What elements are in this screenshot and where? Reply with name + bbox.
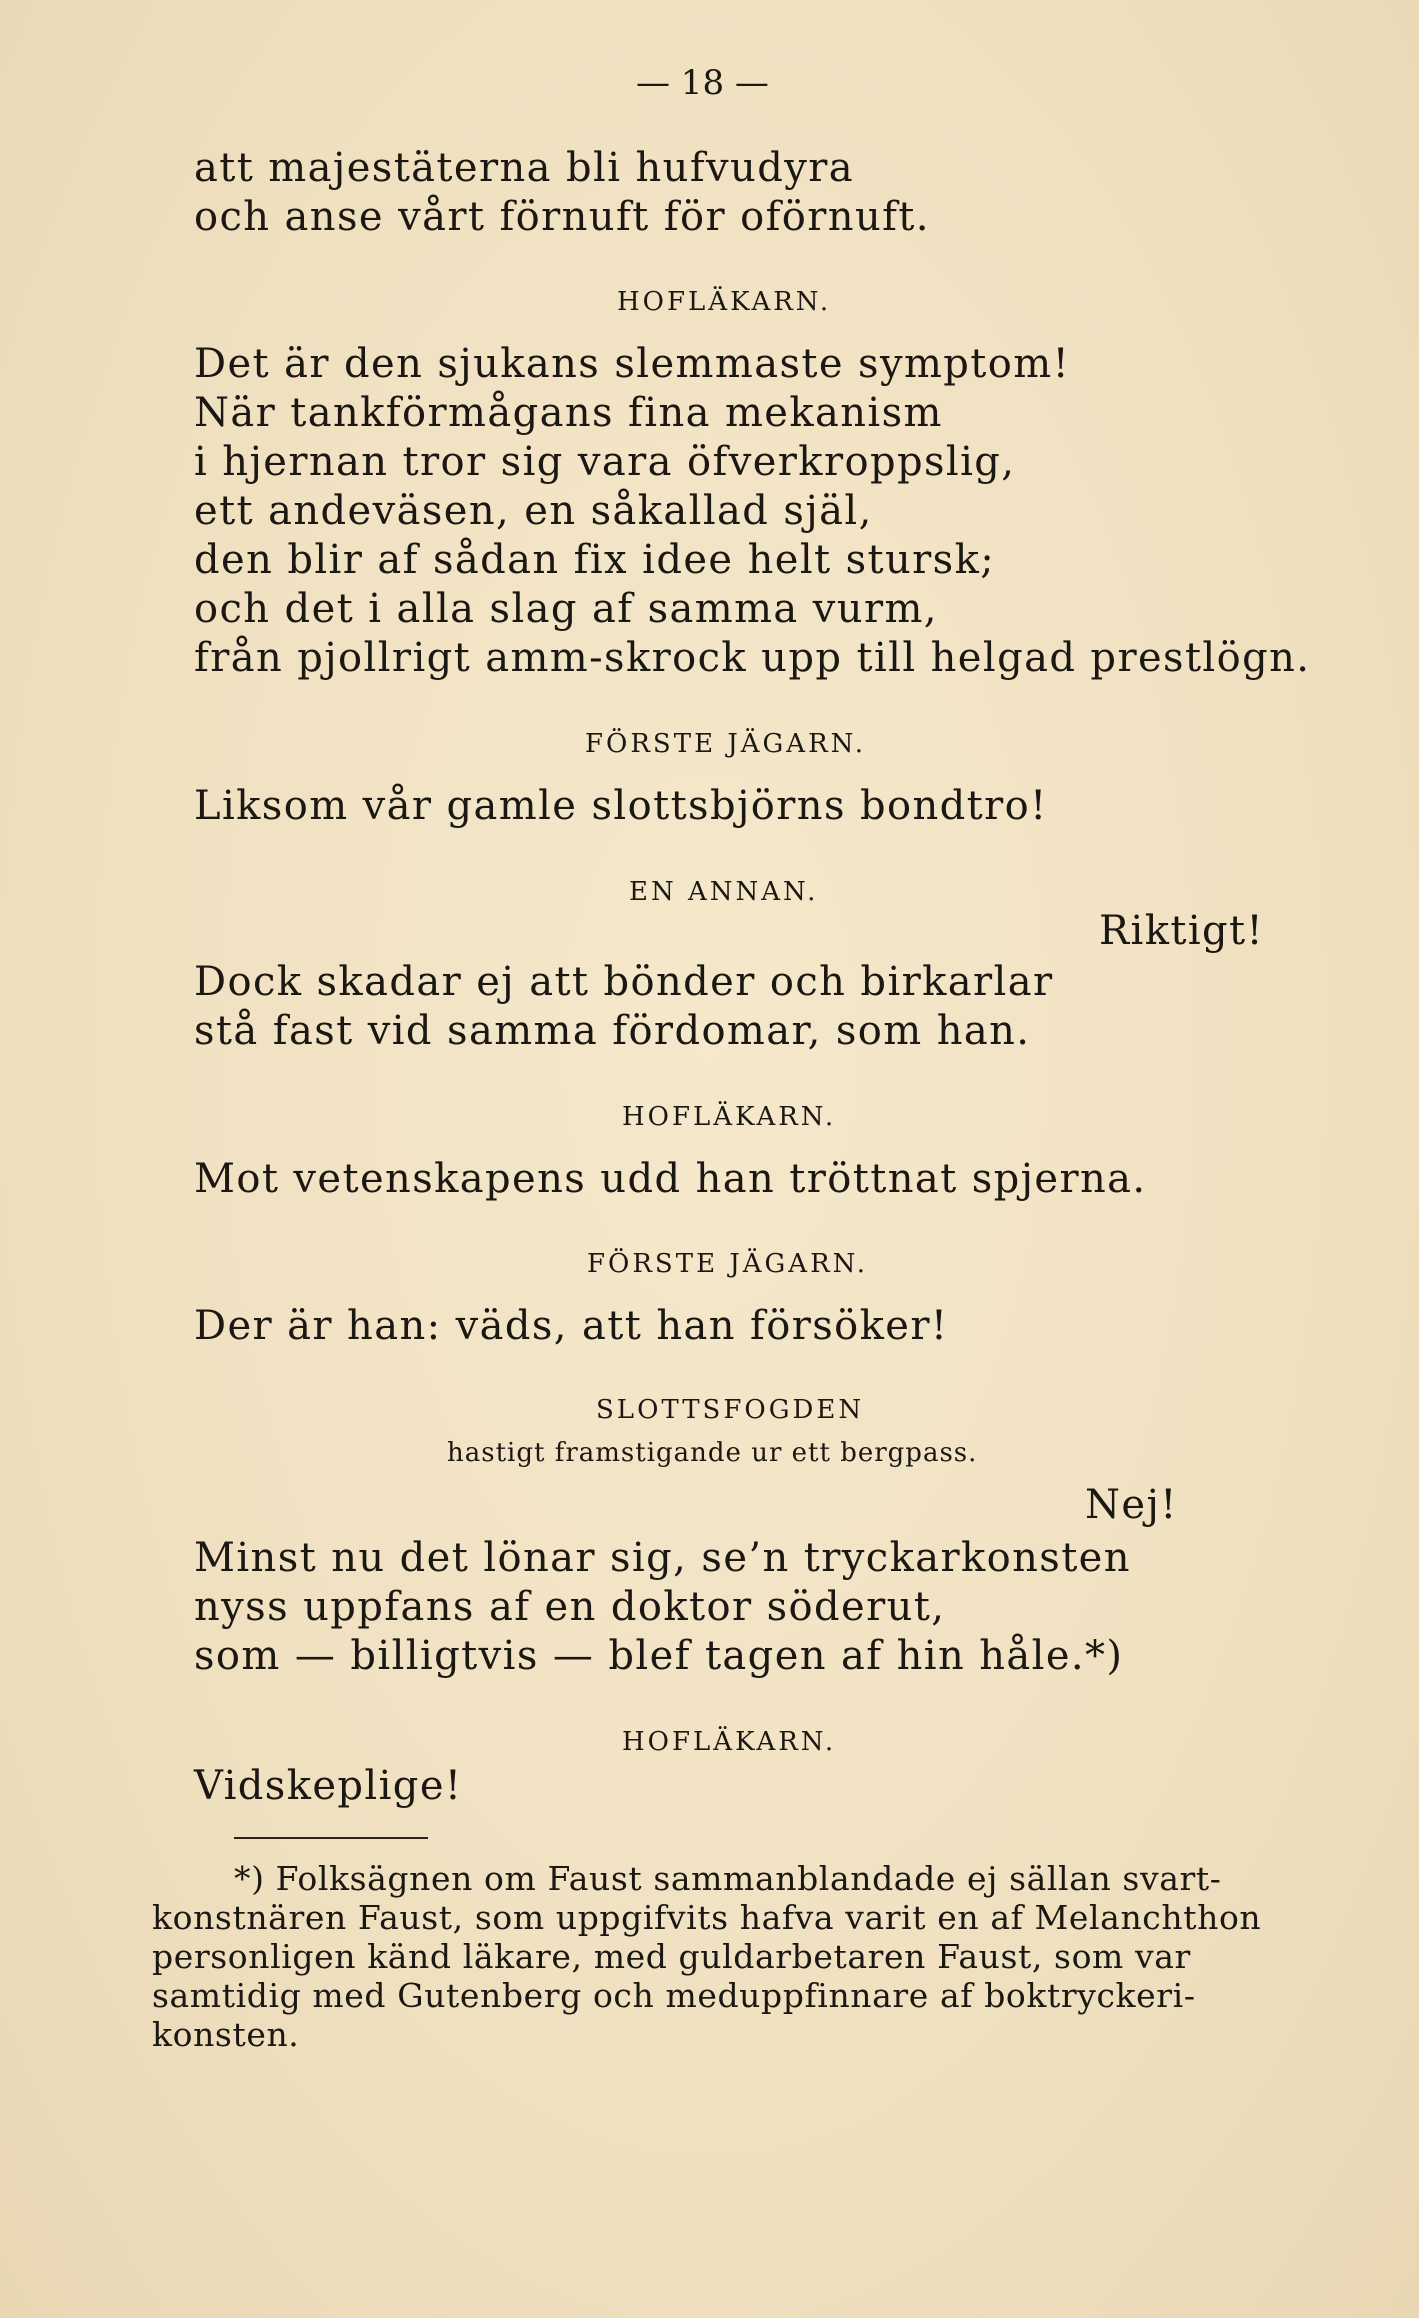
footnote-line: konsten. xyxy=(152,2015,300,2054)
speaker-name: HOFLÄKARN. xyxy=(622,1102,837,1132)
speaker-name: FÖRSTE JÄGARN. xyxy=(587,1249,869,1279)
verse-line: När tankförmågans fina mekanism xyxy=(194,390,943,436)
verse-line: Liksom vår gamle slottsbjörns bondtro! xyxy=(194,783,1048,829)
verse-line: från pjollrigt amm-skrock upp till helgad prestlögn. xyxy=(194,635,1311,681)
verse-line: och det i alla slag af samma vurm, xyxy=(194,586,938,632)
footnote-line: *) Folksägnen om Faust sammanblandade ej sällan svart- xyxy=(234,1859,1222,1898)
verse-line: Dock skadar ej att bönder och birkarlar xyxy=(194,959,1054,1005)
speaker-name: HOFLÄKARN. xyxy=(617,287,832,317)
verse-line: Vidskeplige! xyxy=(194,1763,463,1809)
verse-line: ett andeväsen, en såkallad själ, xyxy=(194,488,873,534)
footnote-line: personligen känd läkare, med guldarbetaren Faust, som var xyxy=(152,1937,1191,1976)
speaker-name: EN ANNAN. xyxy=(629,877,819,907)
page-number: — 18 — xyxy=(636,63,769,103)
verse-line: i hjernan tror sig vara öfverkroppslig, xyxy=(194,439,1016,485)
verse-line: Mot vetenskapens udd han tröttnat spjerna. xyxy=(194,1156,1147,1202)
verse-line: Nej! xyxy=(1085,1482,1178,1528)
footnote-line: samtidig med Gutenberg och meduppfinnare af boktryckeri- xyxy=(152,1976,1196,2015)
verse-line: Riktigt! xyxy=(1099,908,1264,954)
verse-line: som — billigtvis — blef tagen af hin håle.*) xyxy=(194,1633,1124,1679)
footnote-line: konstnären Faust, som uppgifvits hafva varit en af Melanchthon xyxy=(152,1898,1262,1937)
verse-line: Der är han: väds, att han försöker! xyxy=(194,1303,949,1349)
stage-direction: hastigt framstigande ur ett bergpass. xyxy=(447,1438,978,1468)
verse-line: och anse vårt förnuft för oförnuft. xyxy=(194,194,930,240)
verse-line: stå fast vid samma fördomar, som han. xyxy=(194,1008,1031,1054)
verse-line: Det är den sjukans slemmaste symptom! xyxy=(194,341,1071,387)
speaker-name: HOFLÄKARN. xyxy=(622,1727,837,1757)
verse-line: den blir af sådan fix idee helt stursk; xyxy=(194,537,996,583)
speaker-name: SLOTTSFOGDEN xyxy=(596,1395,865,1425)
verse-line: nyss uppfans af en doktor söderut, xyxy=(194,1584,946,1630)
verse-line: Minst nu det lönar sig, se’n tryckarkonsten xyxy=(194,1535,1131,1581)
verse-line: att majestäterna bli hufvudyra xyxy=(194,145,854,191)
speaker-name: FÖRSTE JÄGARN. xyxy=(585,729,867,759)
footnote-rule xyxy=(234,1837,428,1839)
